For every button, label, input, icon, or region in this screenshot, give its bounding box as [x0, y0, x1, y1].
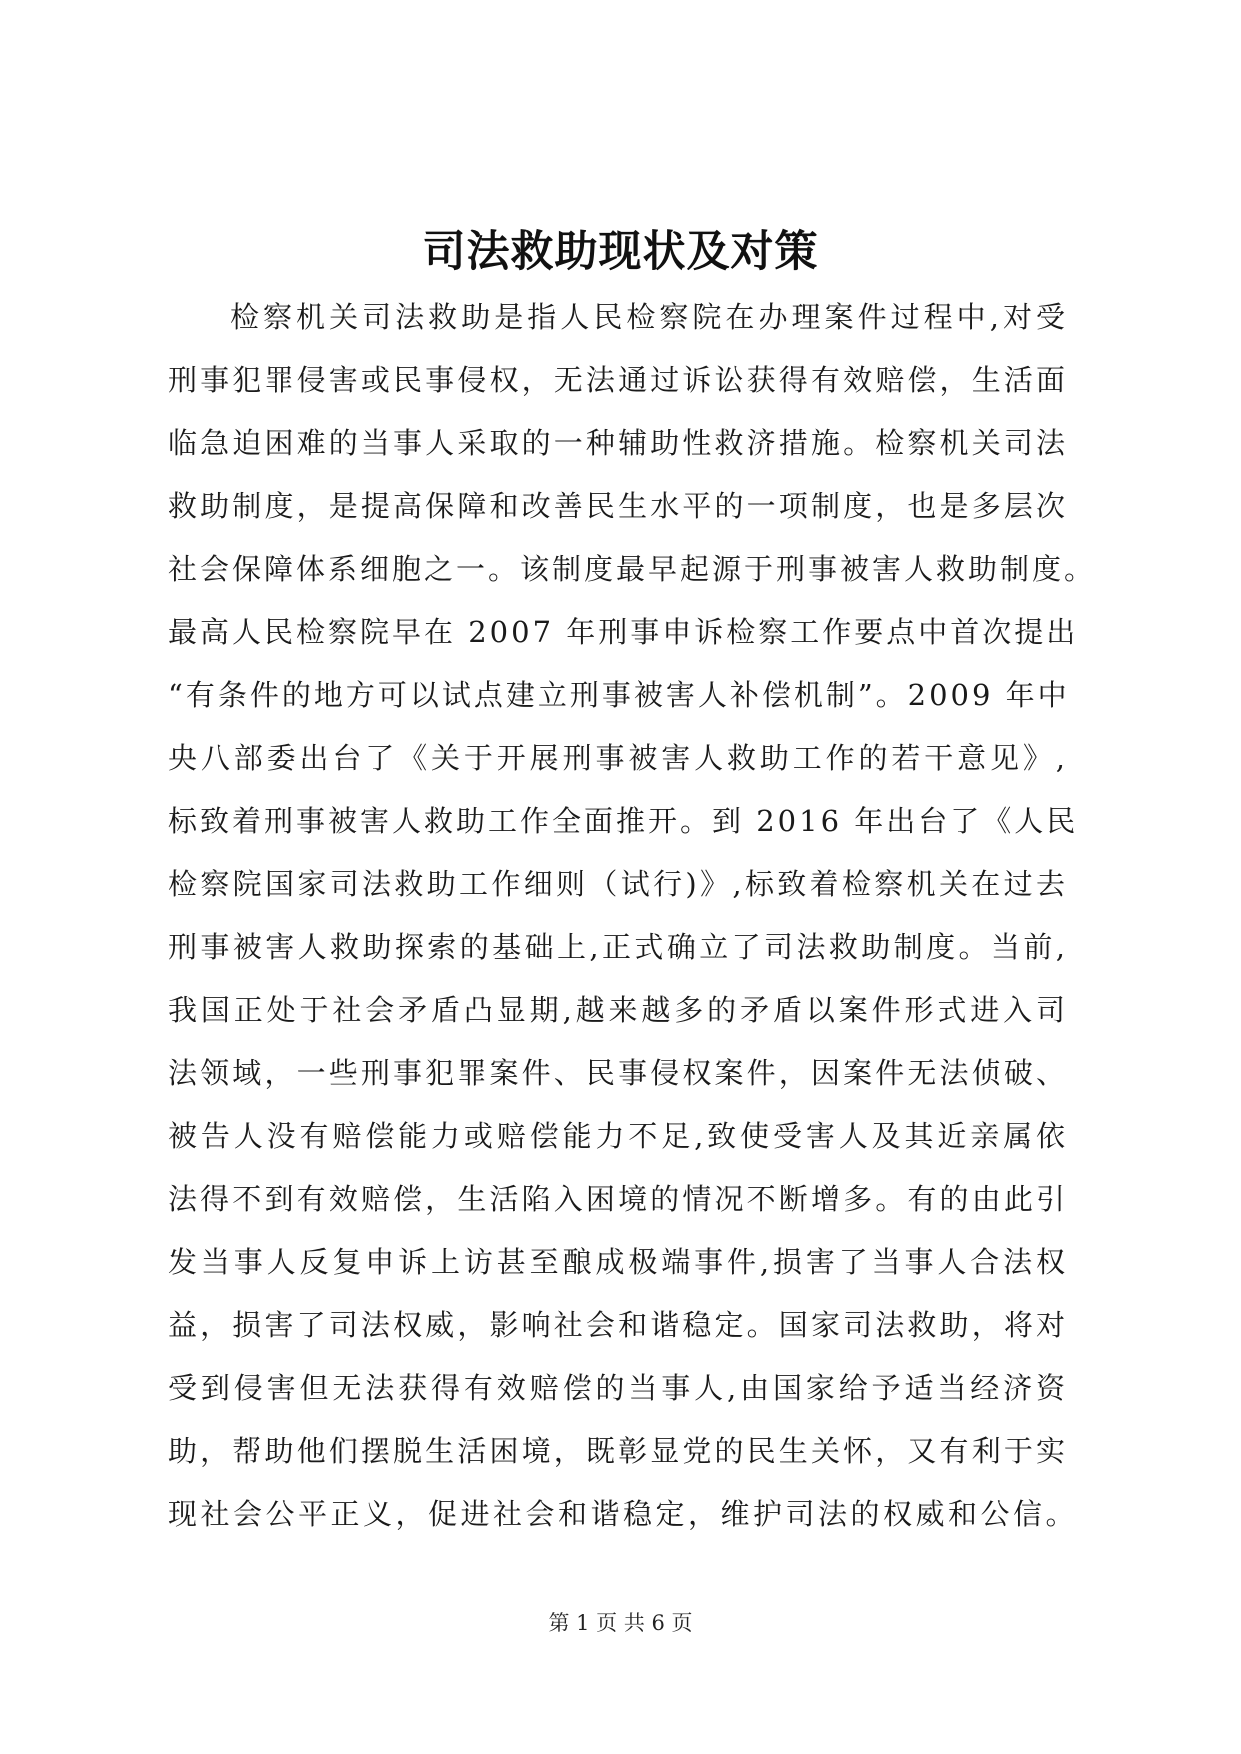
paragraph-line: 央八部委出台了《关于开展刑事被害人救助工作的若干意见》, — [168, 741, 1068, 775]
body-paragraph — [168, 286, 1097, 1546]
paragraph-line: 法得不到有效赔偿，生活陷入困境的情况不断增多。有的由此引 — [168, 1182, 1068, 1216]
paragraph-line: 被告人没有赔偿能力或赔偿能力不足,致使受害人及其近亲属依 — [168, 1119, 1068, 1153]
paragraph-line: 发当事人反复申诉上访甚至酿成极端事件,损害了当事人合法权 — [168, 1245, 1068, 1279]
paragraph-line: 检察机关司法救助是指人民检察院在办理案件过程中,对受 — [230, 300, 1068, 334]
paragraph-line: 刑事犯罪侵害或民事侵权，无法通过诉讼获得有效赔偿，生活面 — [168, 363, 1068, 397]
paragraph-line: 刑事被害人救助探索的基础上,正式确立了司法救助制度。当前, — [168, 930, 1068, 964]
paragraph-line: 临急迫困难的当事人采取的一种辅助性救济措施。检察机关司法 — [168, 426, 1068, 460]
paragraph-line: 检察院国家司法救助工作细则（试行)》,标致着检察机关在过去 — [168, 867, 1068, 901]
paragraph-line: 现社会公平正义，促进社会和谐稳定，维护司法的权威和公信。 — [168, 1497, 1079, 1531]
paragraph-line: 受到侵害但无法获得有效赔偿的当事人,由国家给予适当经济资 — [168, 1371, 1068, 1405]
paragraph-line: 法领域，一些刑事犯罪案件、民事侵权案件，因案件无法侦破、 — [168, 1056, 1068, 1090]
paragraph-line: 我国正处于社会矛盾凸显期,越来越多的矛盾以案件形式进入司 — [168, 993, 1068, 1027]
paragraph-line: 益，损害了司法权威，影响社会和谐稳定。国家司法救助，将对 — [168, 1308, 1068, 1342]
paragraph-line: 助，帮助他们摆脱生活困境，既彰显党的民生关怀，又有利于实 — [168, 1434, 1068, 1468]
page-number-footer: 第 1 页 共 6 页 — [548, 1611, 693, 1635]
paragraph-line: 最高人民检察院早在 2007 年刑事申诉检察工作要点中首次提出 — [168, 615, 1079, 649]
paragraph-line: 标致着刑事被害人救助工作全面推开。到 2016 年出台了《人民 — [168, 804, 1079, 838]
paragraph-line: 救助制度，是提高保障和改善民生水平的一项制度，也是多层次 — [168, 489, 1068, 523]
paragraph-line: “有条件的地方可以试点建立刑事被害人补偿机制”。2009 年中 — [168, 678, 1070, 712]
paragraph-line: 社会保障体系细胞之一。该制度最早起源于刑事被害人救助制度。 — [168, 552, 1097, 586]
document-title: 司法救助现状及对策 — [422, 227, 819, 277]
